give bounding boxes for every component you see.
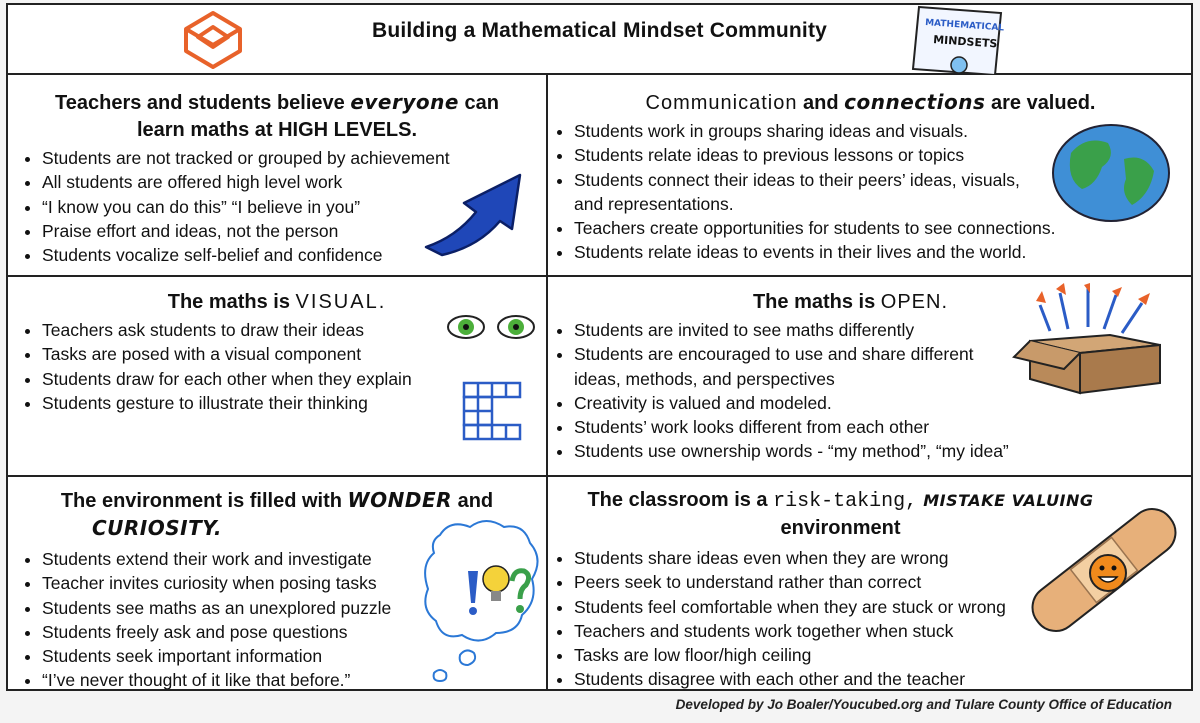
section-visual	[8, 277, 546, 475]
upward-arrow-icon	[416, 167, 536, 257]
heading-part: The classroom is a	[587, 489, 774, 511]
list-item: • Tasks are posed with a visual component	[42, 342, 546, 366]
heading-part: Communication	[645, 92, 798, 114]
thought-cloud-icon	[420, 515, 544, 691]
open-box-icon	[1010, 283, 1172, 395]
list-item: • Teacher invites curiosity when posing tasks	[42, 571, 546, 595]
list-item: • Students see maths as an unexplored puzzle	[42, 596, 546, 620]
list-item: • “I know you can do this” “I believe in you”	[42, 195, 546, 219]
list-item: • Students relate ideas to events in their lives and the world.	[574, 240, 1174, 264]
list-item: • Students share ideas even when they are wrong	[574, 546, 1193, 570]
list-item: • Tasks are low floor/high ceiling	[574, 643, 1193, 667]
eyes-icon	[444, 305, 540, 345]
book-title-line-2: MINDSETS	[932, 33, 998, 51]
list-item: • Students work in groups sharing ideas and visuals.	[574, 119, 1044, 143]
list-item: • Teachers and students work together when stuck	[574, 619, 1193, 643]
heading-part: learn maths at HIGH LEVELS.	[136, 119, 418, 141]
heading-emphasis: risk-taking,	[773, 490, 918, 513]
list-item: • Students are invited to see maths differently	[574, 318, 1193, 342]
grid-blocks-icon	[462, 381, 522, 441]
list-item: • Students vocalize self-belief and confidence	[42, 243, 546, 267]
heading-part: and	[452, 490, 494, 512]
list-item: • Teachers create opportunities for students to see connections.	[574, 216, 1174, 240]
heading-emphasis: connections	[844, 90, 986, 114]
section-heading	[8, 89, 546, 144]
list-item: • Students’ work looks different from each other	[574, 415, 1193, 439]
heading-emphasis: VISUAL.	[295, 291, 387, 313]
list-item: • Teachers ask students to draw their ideas	[42, 318, 546, 342]
section-wonder	[8, 477, 546, 691]
list-item: • Students freely ask and pose questions	[42, 620, 546, 644]
heading-part: environment	[780, 517, 901, 539]
heading-part: The environment is filled with	[60, 490, 348, 512]
section-heading	[548, 89, 1193, 117]
bullet-list	[548, 119, 1056, 265]
section-open	[548, 277, 1193, 475]
list-item: • Students are not tracked or grouped by achievement	[42, 146, 546, 170]
section-high-levels	[8, 75, 546, 275]
book-title-line-1: MATHEMATICAL	[924, 18, 1005, 34]
heading-part: can	[458, 92, 499, 114]
list-item: • Students disagree with each other and the teacher	[574, 667, 1193, 691]
list-item: • “I’ve never thought of it like that before.”	[42, 668, 546, 691]
list-item: • Students connect their ideas to their peers’ ideas, visuals, and representations.	[574, 168, 1044, 217]
section-risk-taking	[548, 477, 1193, 691]
footer-credit: Developed by Jo Boaler/Youcubed.org and Tulare County Office of Education	[675, 697, 1172, 712]
list-item: • Students use ownership words - “my method”, “my idea”	[574, 439, 1193, 463]
heading-emphasis: everyone	[350, 90, 459, 114]
header	[8, 5, 1191, 75]
list-item: • Students gesture to illustrate their thinking	[42, 391, 546, 415]
heading-emphasis: OPEN.	[880, 291, 949, 313]
list-item: • Students seek important information	[42, 644, 546, 668]
list-item: • Praise effort and ideas, not the person	[42, 219, 546, 243]
list-item: • All students are offered high level work	[42, 170, 546, 194]
poster	[6, 3, 1193, 691]
heading-part: The maths is	[167, 291, 296, 313]
list-item: • Students are encouraged to use and share different ideas, methods, and perspectives	[574, 342, 974, 391]
mindsets-book-icon	[911, 5, 1019, 75]
list-item: • Peers seek to understand rather than correct	[574, 570, 1193, 594]
heading-part: The maths is	[752, 291, 881, 313]
poster-title: Building a Mathematical Mindset Community	[371, 19, 828, 42]
list-item: • Students feel comfortable when they are stuck or wrong	[574, 595, 1193, 619]
heading-emphasis: CURIOSITY.	[91, 516, 223, 540]
heading-part: are valued.	[985, 92, 1096, 114]
heading-emphasis: WONDER	[347, 488, 453, 512]
heading-part: Teachers and students believe	[55, 92, 351, 114]
heading-part: and	[797, 92, 845, 114]
list-item: • Students relate ideas to previous lessons or topics	[574, 143, 1044, 167]
list-item: • Students extend their work and investigate	[42, 547, 546, 571]
smiling-bandage-icon	[1024, 505, 1184, 635]
section-communication	[548, 75, 1193, 275]
list-item: • Students draw for each other when they explain	[42, 367, 546, 391]
list-item: • Creativity is valued and modeled.	[574, 391, 1193, 415]
heading-emphasis: MISTAKE VALUING	[917, 491, 1094, 510]
globe-icon	[1046, 123, 1176, 223]
